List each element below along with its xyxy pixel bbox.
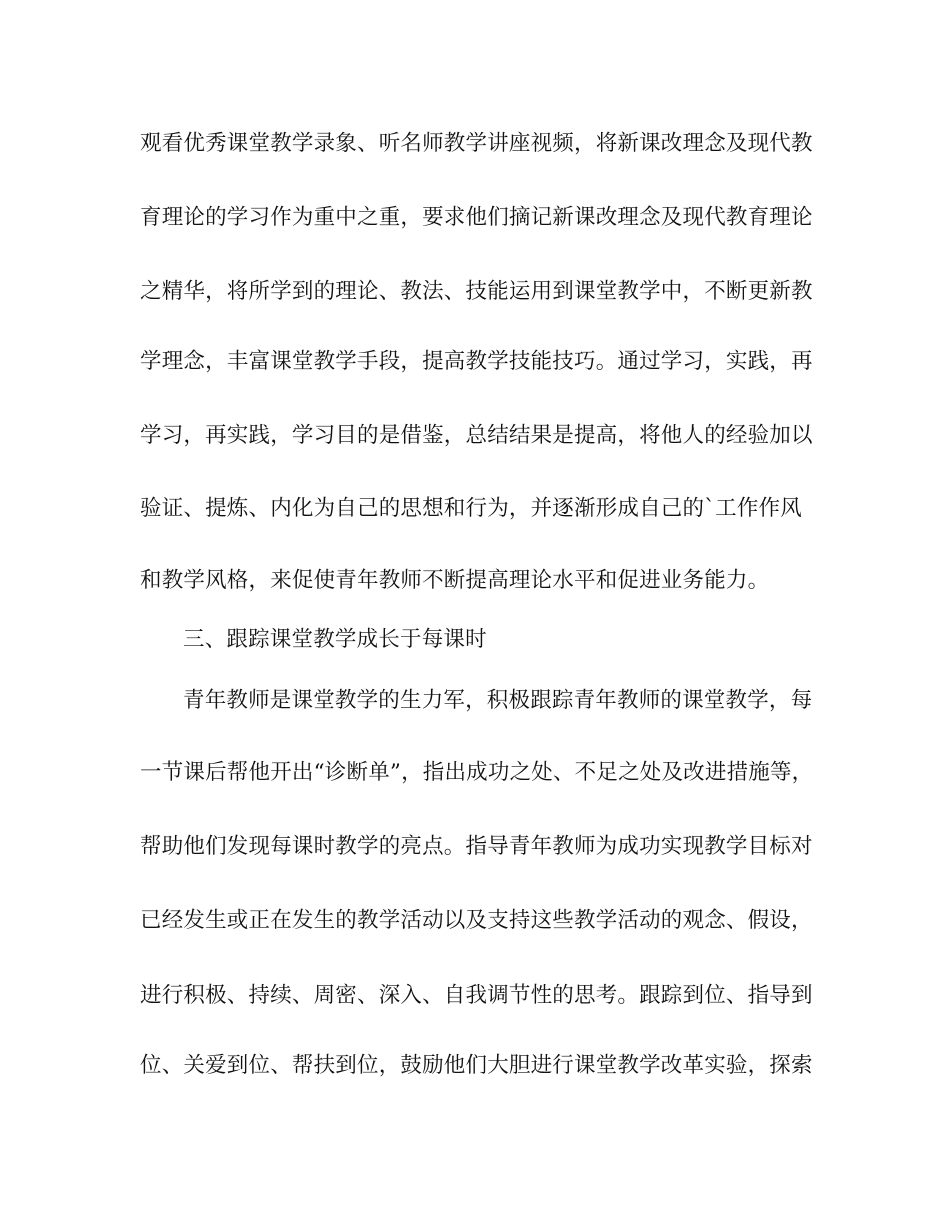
paragraph-1-line-6: 验证、提炼、内化为自己的思想和行为，并逐渐形成自己的`工作作风 bbox=[140, 496, 802, 521]
paragraph-2-line-6: 位、关爱到位、帮扶到位，鼓励他们大胆进行课堂教学改革实验，探索 bbox=[140, 1053, 813, 1078]
paragraph-1-line-4: 学理念，丰富课堂教学手段，提高教学技能技巧。通过学习，实践，再 bbox=[140, 349, 813, 374]
paragraph-1-line-7: 和教学风格，来促使青年教师不断提高理论水平和促进业务能力。 bbox=[140, 568, 770, 593]
paragraph-2-line-5: 进行积极、持续、周密、深入、自我调节性的思考。跟踪到位、指导到 bbox=[140, 983, 813, 1008]
paragraph-2-line-1: 青年教师是课堂教学的生力军，积极跟踪青年教师的课堂教学，每 bbox=[183, 688, 813, 713]
paragraph-2-line-2: 一节课后帮他开出“诊断单”，指出成功之处、不足之处及改进措施等， bbox=[140, 760, 814, 785]
paragraph-1-line-3: 之精华，将所学到的理论、教法、技能运用到课堂教学中，不断更新教 bbox=[140, 279, 813, 304]
paragraph-2-line-4: 已经发生或正在发生的教学活动以及支持这些教学活动的观念、假设， bbox=[140, 908, 813, 933]
section-heading: 三、跟踪课堂教学成长于每课时 bbox=[183, 627, 487, 652]
paragraph-2-line-3: 帮助他们发现每课时教学的亮点。指导青年教师为成功实现教学目标对 bbox=[140, 834, 813, 859]
paragraph-1-line-1: 观看优秀课堂教学录象、听名师教学讲座视频，将新课改理念及现代教 bbox=[140, 131, 813, 156]
paragraph-1-line-5: 学习，再实践，学习目的是借鉴，总结结果是提高，将他人的经验加以 bbox=[140, 423, 813, 448]
paragraph-1-line-2: 育理论的学习作为重中之重，要求他们摘记新课改理念及现代教育理论 bbox=[140, 205, 813, 230]
